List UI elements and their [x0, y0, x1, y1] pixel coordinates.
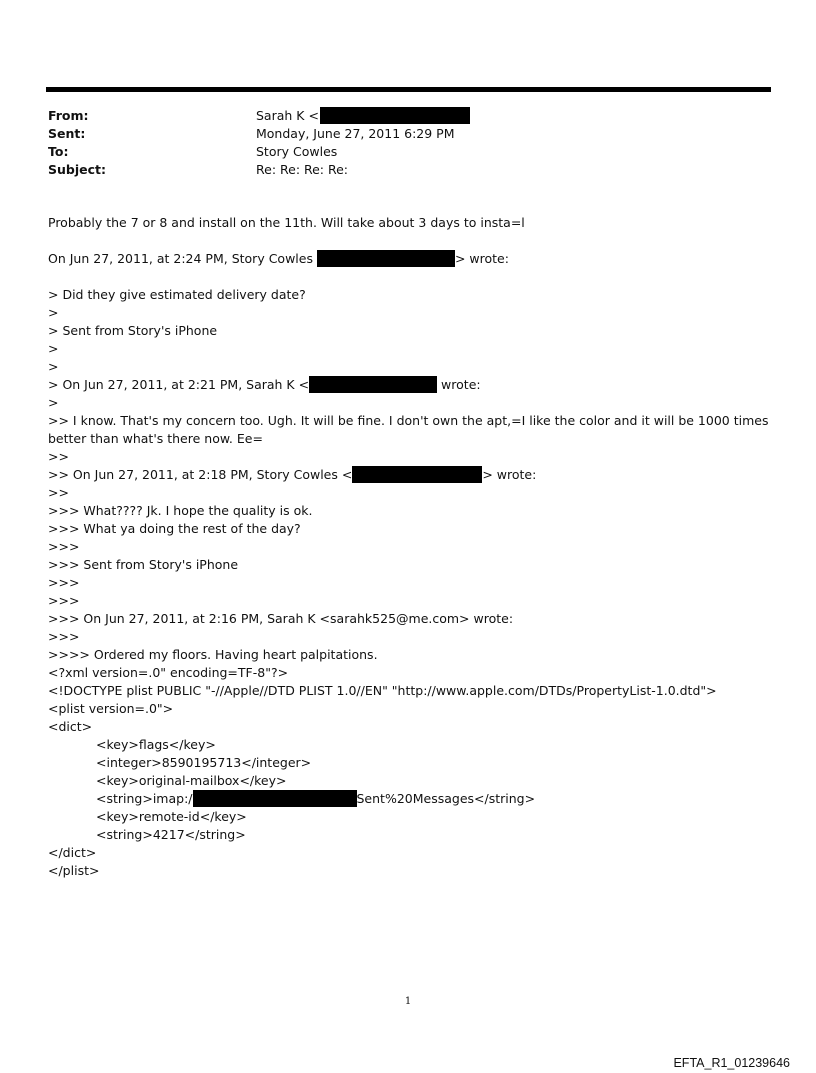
plist-line: </plist>	[48, 863, 100, 878]
plist-line: <integer>8590195713</integer>	[96, 755, 312, 770]
redaction-box	[193, 790, 357, 807]
quote-header-line	[48, 466, 770, 484]
body-line: >	[48, 359, 59, 374]
plist-line: <string>4217</string>	[96, 827, 246, 842]
body-line: >>>> Ordered my floors. Having heart palpitations.	[48, 647, 378, 662]
quote-header-line	[48, 250, 770, 268]
to-label: To:	[48, 144, 69, 159]
sent-label: Sent:	[48, 126, 86, 141]
plist-text: <string>imap:/	[96, 791, 193, 806]
body-line: >>>	[48, 575, 80, 590]
plist-line: <dict>	[48, 719, 93, 734]
redaction-box	[317, 250, 455, 267]
body-line: >	[48, 305, 59, 320]
quote-header-suffix: > wrote:	[454, 251, 509, 266]
body-line: >> I know. That's my concern too. Ugh. It will be fine. I don't own the apt,=I like the color and it will be 1000 times better than what's there now. Ee=	[48, 413, 769, 446]
body-line: >>>	[48, 593, 80, 608]
body-line: >>> On Jun 27, 2011, at 2:16 PM, Sarah K <sarahk525@me.com> wrote:	[48, 611, 514, 626]
redaction-box	[352, 466, 482, 483]
subject-value: Re: Re: Re: Re:	[256, 162, 349, 177]
body-line: >>> What ya doing the rest of the day?	[48, 521, 301, 536]
plist-line: </dict>	[48, 845, 97, 860]
plist-line: <key>remote-id</key>	[96, 809, 247, 824]
plist-line: <?xml version=.0" encoding=TF-8"?>	[48, 665, 289, 680]
body-line: Probably the 7 or 8 and install on the 11th. Will take about 3 days to insta=l	[48, 215, 525, 230]
redaction-box	[320, 107, 470, 124]
to-value: Story Cowles	[256, 144, 338, 159]
body-line: >	[48, 341, 59, 356]
redaction-box	[309, 376, 437, 393]
body-line: >>> What???? Jk. I hope the quality is ok.	[48, 503, 313, 518]
page-number: 1	[404, 996, 412, 1007]
quote-header-suffix: wrote:	[437, 377, 481, 392]
body-line: > Sent from Story's iPhone	[48, 323, 218, 338]
sent-value: Monday, June 27, 2011 6:29 PM	[256, 126, 455, 141]
body-line: >>	[48, 449, 69, 464]
body-line: >>	[48, 485, 69, 500]
quote-header-line	[48, 376, 770, 394]
quote-header-text: > On Jun 27, 2011, at 2:21 PM, Sarah K <	[48, 377, 310, 392]
body-line: >>>	[48, 629, 80, 644]
body-line: > Did they give estimated delivery date?	[48, 287, 306, 302]
plist-line	[48, 790, 770, 808]
quote-header-text: >> On Jun 27, 2011, at 2:18 PM, Story Cowles <	[48, 467, 353, 482]
plist-text: Sent%20Messages</string>	[356, 791, 536, 806]
header-rule	[46, 87, 771, 92]
plist-line: <key>flags</key>	[96, 737, 216, 752]
plist-line: <!DOCTYPE plist PUBLIC "-//Apple//DTD PLIST 1.0//EN" "http://www.apple.com/DTDs/PropertyList-1.0.dtd">	[48, 683, 717, 698]
from-label: From:	[48, 108, 89, 123]
body-line: >>>	[48, 539, 80, 554]
plist-line: <key>original-mailbox</key>	[96, 773, 287, 788]
email-body	[48, 214, 770, 880]
quote-header-text: On Jun 27, 2011, at 2:24 PM, Story Cowles	[48, 251, 317, 266]
document-id: EFTA_R1_01239646	[673, 1056, 790, 1070]
body-line: >	[48, 395, 59, 410]
from-value	[256, 107, 470, 125]
body-line: >>> Sent from Story's iPhone	[48, 557, 239, 572]
quote-header-suffix: > wrote:	[482, 467, 537, 482]
subject-label: Subject:	[48, 162, 106, 177]
plist-line: <plist version=.0">	[48, 701, 174, 716]
from-name: Sarah K <	[256, 108, 319, 123]
